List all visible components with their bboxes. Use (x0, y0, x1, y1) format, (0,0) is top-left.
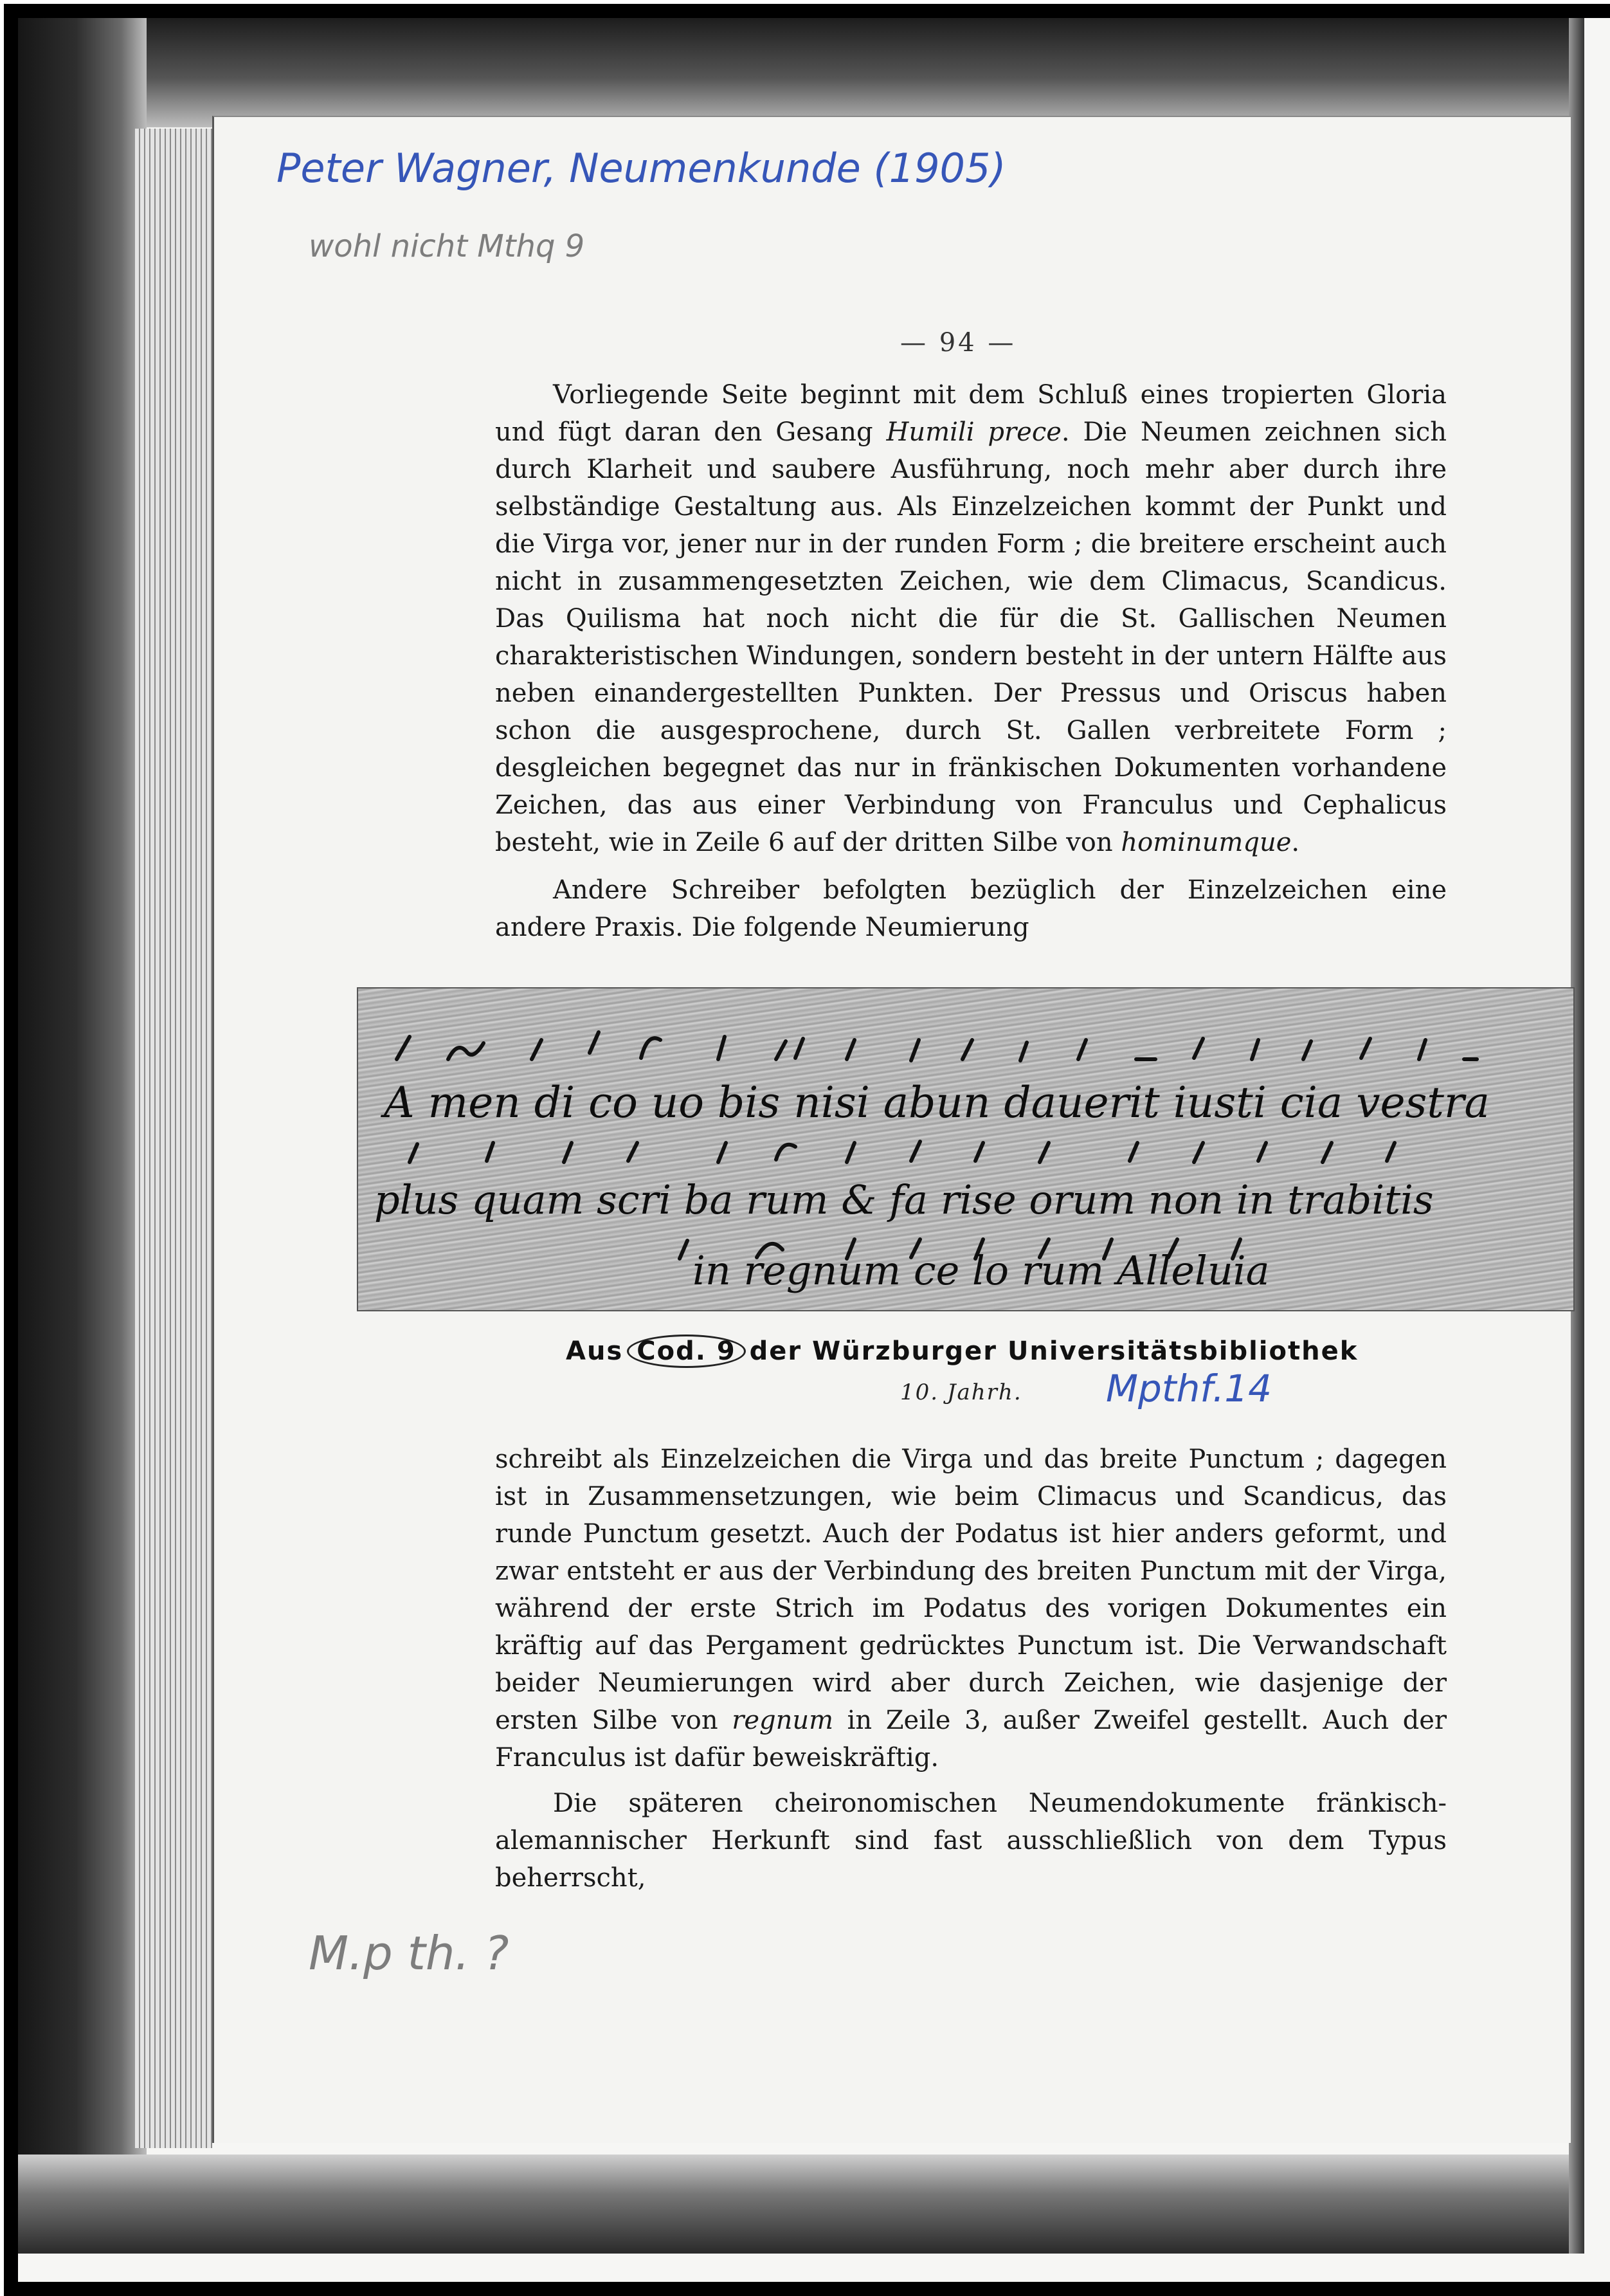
paragraph-4: Die späteren cheironomischen Neumendokumente fränkisch-alemannischer Herkunft sind fast ausschließlich von dem Typus beherrscht, (495, 1789, 1447, 1893)
figure-caption (566, 1335, 1358, 1368)
annotation-shelfmark: Mpthf.14 (1106, 1367, 1272, 1410)
page-stack-edge (135, 129, 212, 2148)
scan-shadow-top (18, 18, 1584, 127)
caption-rest: der Würzburger Universitätsbibliothek (749, 1336, 1359, 1366)
annotation-pencil-note: wohl nicht Mthq 9 (309, 228, 585, 264)
manuscript-line-3: in regnum ce lo rum Alleluia (692, 1247, 1270, 1294)
figure-subcaption: 10. Jahrh. (900, 1380, 1022, 1405)
paragraph-3: schreibt als Einzelzeichen die Virga und das breite Punctum ; dagegen ist in Zusammensetzungen, wie beim Climacus und Scandicus, das runde Punctum gesetzt. Auch der Podatus ist hier anders geformt, und zwar entsteht er aus der Verbindung des breiten Punctum mit der Virga, während der erste Strich im Podatus des vorigen Dokumentes ein kräftig auf das Pergament gedrücktes Punctum ist. Die Verwandschaft beider Neumierungen wird aber durch Zeichen, wie dasjenige der ersten Silbe von regnum in Zeile 3, außer Zweifel gestellt. Auch der Franculus ist dafür beweiskräftig. (495, 1444, 1447, 1772)
manuscript-facsimile (357, 987, 1575, 1311)
scan-shadow-bottom (18, 2155, 1584, 2254)
annotation-source: Peter Wagner, Neumenkunde (1905) (276, 145, 1006, 192)
caption-prefix: Aus (566, 1336, 624, 1366)
scan-shadow-left (18, 18, 147, 2254)
paragraph-2: Andere Schreiber befolgten bezüglich der Einzelzeichen eine andere Praxis. Die folgende Neumierung (495, 875, 1447, 942)
manuscript-line-2: plus quam scri ba rum & fa rise orum non in trabitis (374, 1176, 1434, 1223)
paragraph-1: Vorliegende Seite beginnt mit dem Schluß eines tropierten Gloria und fügt daran den Gesang Humili prece. Die Neumen zeichnen sich durch Klarheit und saubere Ausführung, noch mehr aber durch ihre selbständige Gestaltung aus. Als Einzelzeichen kommt der Punkt und die Virga vor, jener nur in der runden Form ; die breitere erscheint auch nicht in zusammengesetzten Zeichen, wie dem Climacus, Scandicus. Das Quilisma hat noch nicht die für die St. Gallischen Neumen charakteristischen Windungen, sondern besteht in der untern Hälfte aus neben einandergestellten Punkten. Der Pressus und Oriscus haben schon die ausgesprochene, durch St. Gallen verbreitete Form ; desgleichen begegnet das nur in fränkischen Dokumenten vorhandene Zeichen, das aus einer Verbindung von Franculus und Cephalicus besteht, wie in Zeile 6 auf der dritten Silbe von hominumque. (495, 380, 1447, 857)
caption-circled-codex: Cod. 9 (627, 1335, 745, 1368)
page-number: — 94 — (900, 328, 1017, 358)
annotation-bottom-note: M.p th. ? (309, 1926, 509, 1980)
manuscript-line-1: A men di co uo bis nisi abun dauerit iusti cia vestra (384, 1078, 1490, 1127)
